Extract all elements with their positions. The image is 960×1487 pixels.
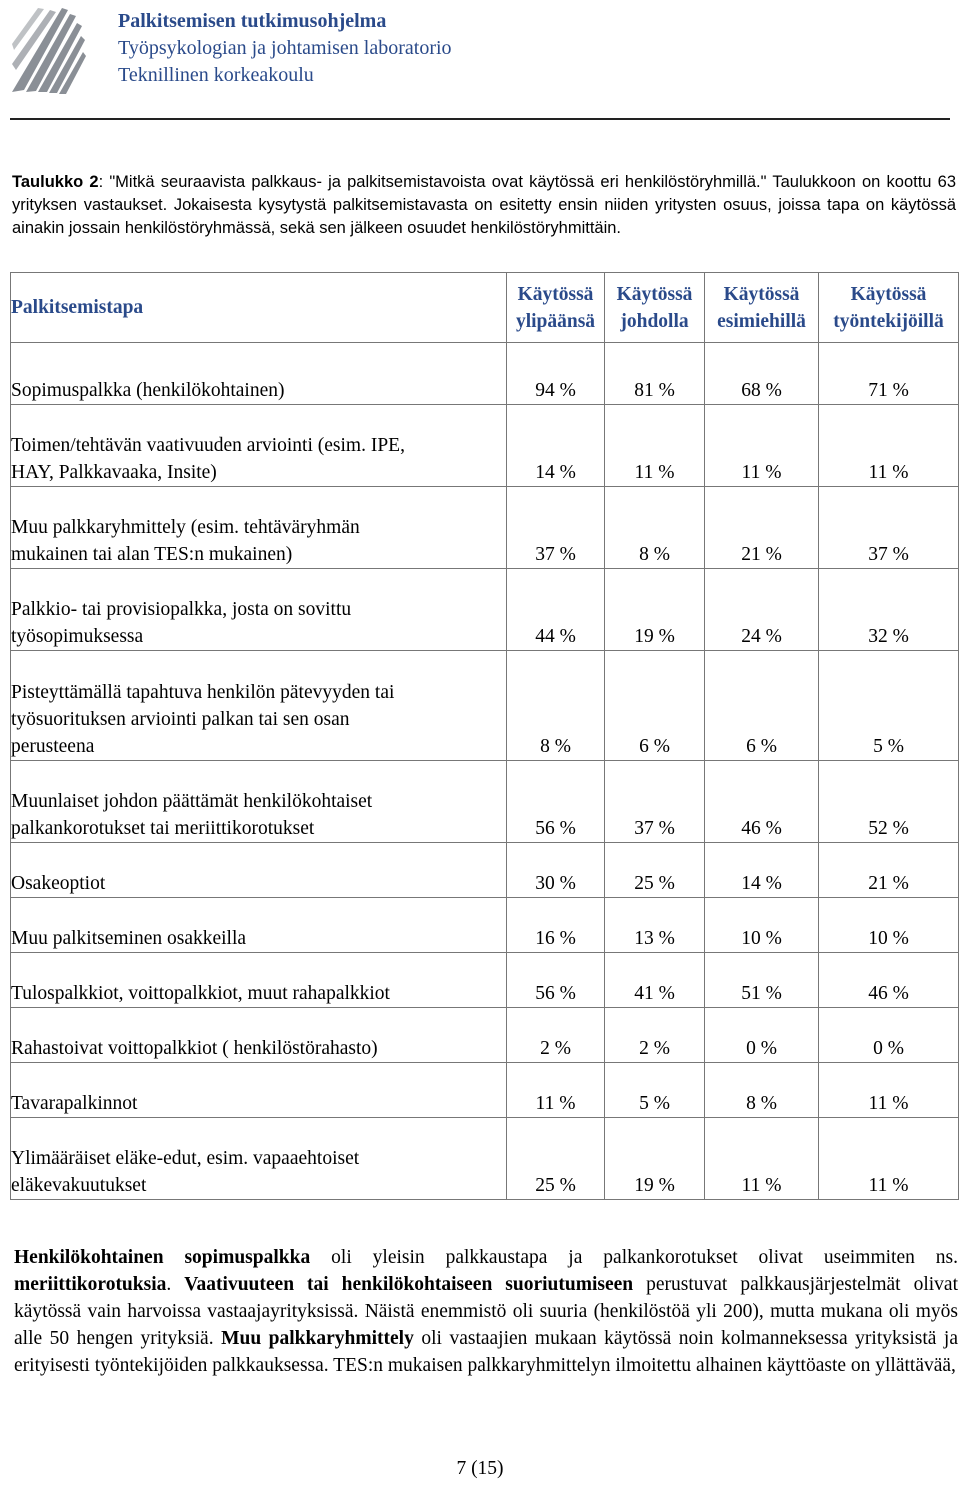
- header-university-name: Teknillinen korkeakoulu: [118, 64, 314, 86]
- row-value: 8 %: [507, 651, 605, 761]
- row-value: 11 %: [819, 1118, 959, 1200]
- university-logo-icon: [10, 4, 86, 96]
- header-ylipaansa: Käytössä ylipäänsä: [507, 273, 605, 343]
- row-value: 21 %: [819, 843, 959, 898]
- caption-label: Taulukko 2: [12, 173, 99, 191]
- body-bold-4: Muu palkkaryhmittely: [221, 1328, 414, 1349]
- row-value: 44 %: [507, 569, 605, 651]
- row-label: Tavarapalkinnot: [11, 1063, 507, 1118]
- header-program-name: Palkitsemisen tutkimusohjelma: [118, 10, 387, 32]
- row-value: 6 %: [705, 651, 819, 761]
- table-caption: [12, 171, 956, 240]
- row-value: 11 %: [507, 1063, 605, 1118]
- table-row: [11, 343, 959, 405]
- row-value: 8 %: [705, 1063, 819, 1118]
- row-value: 11 %: [705, 1118, 819, 1200]
- page-header: [0, 0, 960, 120]
- table-row: [11, 843, 959, 898]
- table-row: [11, 1118, 959, 1200]
- header-esimiehilla: Käytössä esimiehillä: [705, 273, 819, 343]
- table-row: [11, 761, 959, 843]
- row-label: Rahastoivat voittopalkkiot ( henkilöstörahasto): [11, 1008, 507, 1063]
- header-divider: [10, 118, 950, 120]
- table-row: [11, 1063, 959, 1118]
- row-value: 21 %: [705, 487, 819, 569]
- body-paragraph: Henkilökohtainen sopimuspalkka oli yleisin palkkaustapa ja palkankorotukset olivat useimmiten ns. meriittikorotuksia. Vaativuuteen tai henkilökohtaiseen suoriutumiseen perustuvat palkkausjärjestelmät olivat käytössä vain harvoissa vastaajayrityksissä. Näistä enemmistö oli suuria (henkilöstöä yli 200), mutta mukana oli myös alle 50 hengen yrityksiä. Muu palkkaryhmittely oli vastaajien mukaan käytössä noin kolmanneksessa yrityksistä ja erityisesti työntekijöiden palkkauksessa. TES:n mukaisen palkkaryhmittelyn ilmoitettu alhainen käyttöaste on yllättävää,: [14, 1247, 959, 1376]
- row-value: 56 %: [507, 953, 605, 1008]
- row-label: Palkkio- tai provisiopalkka, josta on sovittu työsopimuksessa: [11, 569, 507, 651]
- row-value: 56 %: [507, 761, 605, 843]
- row-value: 19 %: [605, 1118, 705, 1200]
- row-value: 81 %: [605, 343, 705, 405]
- row-value: 11 %: [819, 405, 959, 487]
- row-value: 6 %: [605, 651, 705, 761]
- row-value: 32 %: [819, 569, 959, 651]
- row-label: Pisteyttämällä tapahtuva henkilön pätevyyden tai työsuorituksen arviointi palkan tai sen osan perusteena: [11, 651, 507, 761]
- row-label: Ylimääräiset eläke-edut, esim. vapaaehtoiset eläkevakuutukset: [11, 1118, 507, 1200]
- row-value: 0 %: [819, 1008, 959, 1063]
- table-row: [11, 953, 959, 1008]
- table-row: [11, 651, 959, 761]
- row-value: 30 %: [507, 843, 605, 898]
- row-value: 5 %: [605, 1063, 705, 1118]
- row-value: 11 %: [605, 405, 705, 487]
- row-value: 10 %: [705, 898, 819, 953]
- row-label: Muu palkitseminen osakkeilla: [11, 898, 507, 953]
- row-value: 37 %: [819, 487, 959, 569]
- row-value: 37 %: [507, 487, 605, 569]
- reward-methods-table: [10, 272, 959, 1200]
- row-value: 24 %: [705, 569, 819, 651]
- row-value: 52 %: [819, 761, 959, 843]
- row-label: Muu palkkaryhmittely (esim. tehtäväryhmän mukainen tai alan TES:n mukainen): [11, 487, 507, 569]
- table-row: [11, 487, 959, 569]
- row-value: 19 %: [605, 569, 705, 651]
- row-value: 0 %: [705, 1008, 819, 1063]
- header-lab-name: Työpsykologian ja johtamisen laboratorio: [118, 37, 452, 59]
- row-value: 10 %: [819, 898, 959, 953]
- caption-text: : "Mitkä seuraavista palkkaus- ja palkitsemistavoista ovat käytössä eri henkilöstöryhmillä." Taulukkoon on koottu 63 yrityksen vastaukset. Jokaisesta kysytystä palkitsemistavasta on esitetty ensin niiden yritysten osuus, joissa tapa on käytössä ainakin jossain henkilöstöryhmässä, sekä sen jälkeen osuudet henkilöstöryhmittäin.: [12, 173, 957, 237]
- row-value: 8 %: [605, 487, 705, 569]
- row-value: 2 %: [507, 1008, 605, 1063]
- row-value: 25 %: [605, 843, 705, 898]
- row-label: Tulospalkkiot, voittopalkkiot, muut rahapalkkiot: [11, 953, 507, 1008]
- table-row: [11, 898, 959, 953]
- row-value: 37 %: [605, 761, 705, 843]
- row-value: 14 %: [507, 405, 605, 487]
- header-palkitsemistapa: Palkitsemistapa: [11, 273, 507, 343]
- body-bold-2: meriittikorotuksia: [14, 1274, 167, 1295]
- row-value: 46 %: [705, 761, 819, 843]
- body-bold-1: Henkilökohtainen sopimuspalkka: [14, 1247, 311, 1268]
- table-row: [11, 405, 959, 487]
- row-value: 41 %: [605, 953, 705, 1008]
- row-value: 51 %: [705, 953, 819, 1008]
- row-value: 11 %: [819, 1063, 959, 1118]
- row-label: Osakeoptiot: [11, 843, 507, 898]
- header-tyontekijoilla: Käytössä työntekijöillä: [819, 273, 959, 343]
- row-value: 5 %: [819, 651, 959, 761]
- row-value: 16 %: [507, 898, 605, 953]
- row-value: 2 %: [605, 1008, 705, 1063]
- row-value: 94 %: [507, 343, 605, 405]
- body-bold-3: Vaativuuteen tai henkilökohtaiseen suoriutumiseen: [184, 1274, 634, 1295]
- row-label: Sopimuspalkka (henkilökohtainen): [11, 343, 507, 405]
- table-header-row: [11, 273, 959, 343]
- row-value: 13 %: [605, 898, 705, 953]
- table-row: [11, 569, 959, 651]
- table-row: [11, 1008, 959, 1063]
- row-value: 11 %: [705, 405, 819, 487]
- row-value: 71 %: [819, 343, 959, 405]
- row-label: Toimen/tehtävän vaativuuden arviointi (esim. IPE, HAY, Palkkavaaka, Insite): [11, 405, 507, 487]
- row-value: 14 %: [705, 843, 819, 898]
- row-value: 46 %: [819, 953, 959, 1008]
- row-value: 68 %: [705, 343, 819, 405]
- row-label: Muunlaiset johdon päättämät henkilökohtaiset palkankorotukset tai meriittikorotukset: [11, 761, 507, 843]
- row-value: 25 %: [507, 1118, 605, 1200]
- page-number: 7 (15): [456, 1458, 504, 1479]
- header-johdolla: Käytössä johdolla: [605, 273, 705, 343]
